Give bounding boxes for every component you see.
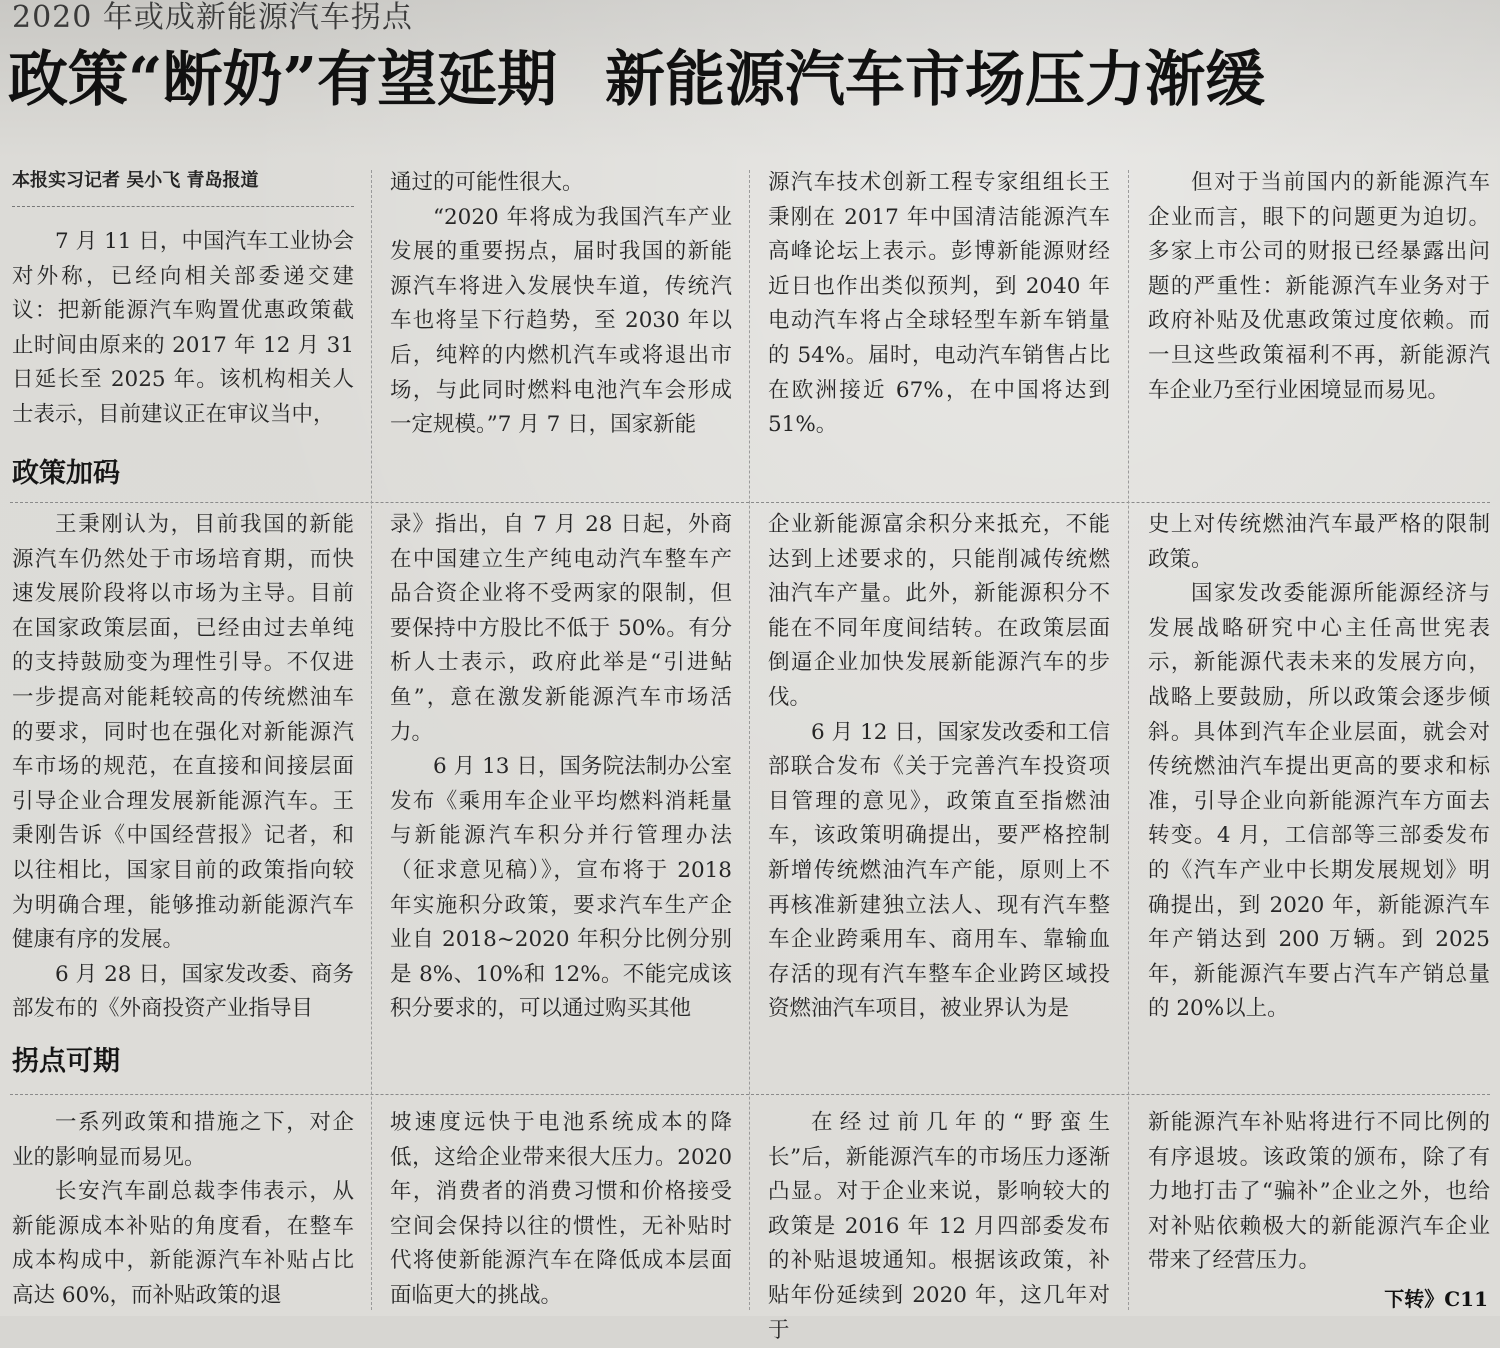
section3-column-3 [768, 1106, 1110, 1348]
paragraph: 但对于当前国内的新能源汽车企业而言，眼下的问题更为迫切。多家上市公司的财报已经暴露出问题的严重性：新能源汽车业务对于政府补贴及优惠政策过度依赖。而一旦这些政策福利不再，新能源汽车企业乃至行业困境显而易见。 [1148, 170, 1490, 403]
section2-column-4 [1148, 508, 1490, 1027]
paragraph: 国家发改委能源所能源经济与发展战略研究中心主任高世宪表示，新能源代表未来的发展方向，战略上要鼓励，所以政策会逐步倾斜。具体到汽车企业层面，就会对传统燃油汽车提出更高的要求和标准，引导企业向新能源汽车方面去转变。4 月，工信部等三部委发布的《汽车产业中长期发展规划》明确提出，到 2020 年，新能源汽车年产销达到 200 万辆。到 2025 年，新能源汽车要占汽车产销总量的 20%以上。 [1148, 581, 1490, 1022]
headline-part-2: 新能源汽车市场压力渐缓 [605, 45, 1266, 115]
paragraph: 王秉刚认为，目前我国的新能源汽车仍然处于市场培育期，而快速发展阶段将以市场为主导。目前在国家政策层面，已经由过去单纯的支持鼓励变为理性引导。不仅进一步提高对能耗较高的传统燃油车的要求，同时也在强化对新能源汽车市场的规范，在直接和间接层面引导企业合理发展新能源汽车。王秉刚告诉《中国经营报》记者，和以往相比，国家目前的政策指向较为明确合理，能够推动新能源汽车健康有序的发展。 [12, 512, 354, 953]
section2-column-2 [390, 508, 732, 1027]
section-divider [10, 502, 1490, 503]
section2-column-1 [12, 508, 354, 1027]
paragraph: 坡速度远快于电池系统成本的降低，这给企业带来很大压力。2020 年，消费者的消费习惯和价格接受空间会保持以往的惯性，无补贴时代将使新能源汽车在降低成本层面面临更大的挑战。 [390, 1110, 732, 1308]
paragraph: 6 月 28 日，国家发改委、商务部发布的《外商投资产业指导目 [12, 961, 354, 1022]
paragraph: 在经过前几年的“野蛮生长”后，新能源汽车的市场压力逐渐凸显。对于企业来说，影响较大的政策是 2016 年 12 月四部委发布的补贴退坡通知。根据该政策，补贴年份延续到 2020 年，这几年对于 [768, 1110, 1110, 1343]
paragraph: 史上对传统燃油汽车最严格的限制政策。 [1148, 512, 1490, 572]
paragraph: 7 月 11 日，中国汽车工业协会对外称，已经向相关部委递交建议：把新能源汽车购置优惠政策截止时间由原来的 2017 年 12 月 31 日延长至 2025 年。该机构相关人士表示，目前建议正在审议当中， [12, 229, 354, 427]
section3-column-1 [12, 1106, 354, 1314]
article-kicker: 2020 年或成新能源汽车拐点 [12, 0, 413, 35]
headline-part-1: 政策“断奶”有望延期 [8, 45, 558, 115]
paragraph: 6 月 13 日，国务院法制办公室发布《乘用车企业平均燃料消耗量与新能源汽车积分并行管理办法（征求意见稿）》，宣布将于 2018 年实施积分政策，要求汽车生产企业自 2018~2020 年积分比例分别是 8%、10%和 12%。不能完成该积分要求的，可以通过购买其他 [390, 754, 732, 1022]
section2-column-3 [768, 508, 1110, 1027]
section-divider [10, 1094, 1490, 1095]
column-divider [749, 170, 750, 1310]
paragraph: 6 月 12 日，国家发改委和工信部联合发布《关于完善汽车投资项目管理的意见》，政策直至指燃油车，该政策明确提出，要严格控制新增传统燃油汽车产能，原则上不再核准新建独立法人、现有汽车整车企业跨乘用车、商用车、靠输血存活的现有汽车整车企业跨区域投资燃油汽车项目，被业界认为是 [768, 719, 1110, 1022]
paragraph: 录》指出，自 7 月 28 日起，外商在中国建立生产纯电动汽车整车产品合资企业将不受两家的限制，但要保持中方股比不低于 50%。有分析人士表示，政府此举是“引进鲇鱼”，意在激发新能源汽车市场活力。 [390, 512, 732, 745]
paragraph: 通过的可能性很大。 [390, 170, 584, 195]
paragraph: 新能源汽车补贴将进行不同比例的有序退坡。该政策的颁布，除了有力地打击了“骗补”企业之外，也给对补贴依赖极大的新能源汽车企业带来了经营压力。 [1148, 1110, 1490, 1274]
paragraph: 源汽车技术创新工程专家组组长王秉刚在 2017 年中国清洁能源汽车高峰论坛上表示。彭博新能源财经近日也作出类似预判，到 2040 年电动汽车将占全球轻型车新车销量的 54%。届时，电动汽车销售占比在欧洲接近 67%，在中国将达到 51%。 [768, 170, 1110, 438]
section1-column-3 [768, 166, 1110, 443]
column-divider [371, 170, 372, 1310]
paragraph: “2020 年将成为我国汽车产业发展的重要拐点，届时我国的新能源汽车将进入发展快车道，传统汽车也将呈下行趋势，至 2030 年以后，纯粹的内燃机汽车或将退出市场，与此同时燃料电池汽车会形成一定规模。”7 月 7 日，国家新能 [390, 204, 732, 438]
byline: 本报实习记者 吴小飞 青岛报道 [12, 166, 354, 207]
section-heading-turning-point: 拐点可期 [12, 1046, 120, 1077]
paragraph: 企业新能源富余积分来抵充，不能达到上述要求的，只能削减传统燃油汽车产量。此外，新能源积分不能在不同年度间结转。在政策层面倒逼企业加快发展新能源汽车的步伐。 [768, 512, 1110, 710]
paragraph: 长安汽车副总裁李伟表示，从新能源成本补贴的角度看，在整车成本构成中，新能源汽车补贴占比高达 60%，而补贴政策的退 [12, 1179, 354, 1308]
section1-column-2 [390, 166, 732, 443]
section3-column-2 [390, 1106, 732, 1314]
section-heading-policy: 政策加码 [12, 458, 120, 489]
continued-on-page: 下转》C11 [1384, 1287, 1488, 1311]
paragraph: 一系列政策和措施之下，对企业的影响显而易见。 [12, 1110, 354, 1170]
section1-column-4 [1148, 166, 1490, 408]
section3-column-4 [1148, 1106, 1490, 1279]
section1-column-1 [12, 166, 354, 433]
article-headline [8, 44, 1265, 116]
column-divider [1128, 170, 1129, 1310]
